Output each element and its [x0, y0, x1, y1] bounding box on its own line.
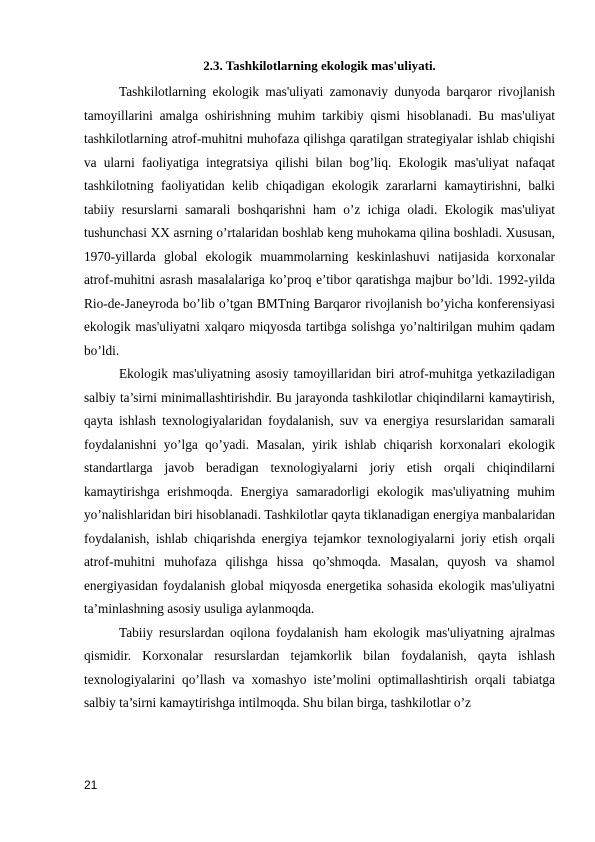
body-text [84, 80, 555, 715]
page-number: 21 [84, 778, 98, 792]
paragraph-1: Tashkilotlarning ekologik mas'uliyati zamonaviy dunyoda barqaror rivojlanish tamoyillarini amalga oshirishning muhim tarkibiy qismi hisoblanadi. Bu mas'uliyat tashkilotlarning atrof-muhitni muhofaza qilishga qaratilgan strategiyalar ishlab chiqishi va ularni faoliyatiga integratsiya qilishi bilan bog’liq. Ekologik mas'uliyat nafaqat tashkilotning faoliyatidan kelib chiqadigan ekologik zararlarni kamaytirishni, balki tabiiy resurslarni samarali boshqarishni ham o’z ichiga oladi. Ekologik mas'uliyat tushunchasi XX asrning o’rtalaridan boshlab keng muhokama qilina boshladi. Xususan, 1970-yillarda global ekologik muammolarning keskinlashuvi natijasida korxonalar atrof-muhitni asrash masalalariga ko’proq e’tibor qaratishga majbur bo’ldi. 1992-yilda Rio-de-Janeyroda bo’lib o’tgan BMTning Barqaror rivojlanish bo’yicha konferensiyasi ekologik mas'uliyatni xalqaro miqyosda tartibga solishga yo’naltirilgan muhim qadam bo’ldi. [84, 84, 555, 358]
paragraph-3: Tabiiy resurslardan oqilona foydalanish ham ekologik mas'uliyatning ajralmas qismidir. Korxonalar resurslardan tejamkorlik bilan foydalanish, qayta ishlash texnologiyalarini qo’llash va xomashyo iste’molini optimallashtirish orqali tabiatga salbiy ta’sirni kamaytirishga intilmoqda. Shu bilan birga, tashkilotlar o’z [84, 624, 555, 710]
section-heading: 2.3. Tashkilotlarning ekologik mas'uliyati. [203, 58, 436, 73]
paragraph-2: Ekologik mas'uliyatning asosiy tamoyillaridan biri atrof-muhitga yetkaziladigan salbiy ta’sirni minimallashtirishdir. Bu jarayonda tashkilotlar chiqindilarni kamaytirish, qayta ishlash texnologiyalaridan foydalanish, suv va energiya resurslaridan samarali foydalanishni yo’lga qo’yadi. Masalan, yirik ishlab chiqarish korxonalari ekologik standartlarga javob beradigan texnologiyalarni joriy etish orqali chiqindilarni kamaytirishga erishmoqda. Energiya samaradorligi ekologik mas'uliyatning muhim yo’nalishlaridan biri hisoblanadi. Tashkilotlar qayta tiklanadigan energiya manbalaridan foydalanish, ishlab chiqarishda energiya tejamkor texnologiyalarni joriy etish orqali atrof-muhitni muhofaza qilishga hissa qo’shmoqda. Masalan, quyosh va shamol energiyasidan foydalanish global miqyosda energetika sohasida ekologik mas'uliyatni ta’minlashning asosiy usuliga aylanmoqda. [84, 366, 555, 616]
